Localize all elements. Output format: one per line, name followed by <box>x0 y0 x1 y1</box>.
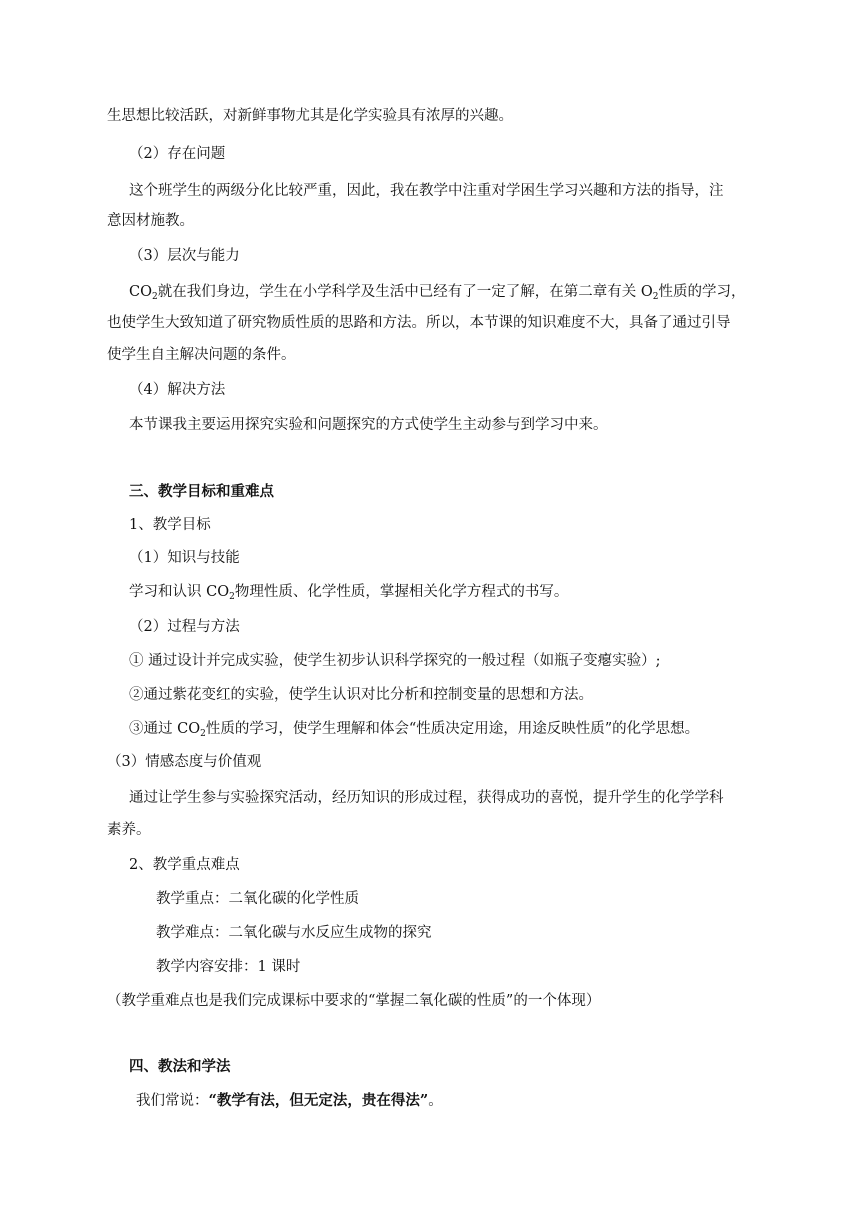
key-points-heading: 2、教学重点难点 <box>129 857 240 873</box>
section-title-methods: 四、教法和学法 <box>129 1058 231 1075</box>
ability-body-line-2: 也使学生大致知道了研究物质性质的思路和方法。所以，本节课的知识难度不大，具备了通过引导 <box>107 315 731 331</box>
problems-body-line-2: 意因材施教。 <box>107 213 194 229</box>
ability-body-line-3: 使学生自主解决问题的条件。 <box>107 347 296 363</box>
goal-process-heading: （2）过程与方法 <box>129 619 240 635</box>
ability-body-line-1: $CO_2$就在我们身边，学生在小学科学及生活中已经有了一定了解，在第二章有关 $O_2$性质的学习， <box>129 284 746 302</box>
methods-body: 我们常说：“教学有法，但无定法，贵在得法”。 <box>136 1092 443 1109</box>
goal-knowledge-body: 学习和认识 $CO_2$物理性质、化学性质，掌握相关化学方程式的书写。 <box>129 584 569 602</box>
subsection-heading-ability: （3）层次与能力 <box>129 248 240 264</box>
class-schedule: 教学内容安排：1 课时 <box>156 959 301 975</box>
goal-emotion-body-line-2: 素养。 <box>107 822 151 838</box>
section-title-goals: 三、教学目标和重难点 <box>129 483 274 500</box>
goal-process-item-2: ②通过紫花变红的实验，使学生认识对比分析和控制变量的思想和方法。 <box>129 687 593 703</box>
subsection-heading-solution: （4）解决方法 <box>129 382 226 398</box>
key-points-note: （教学重难点也是我们完成课标中要求的“掌握二氧化碳的性质”的一个体现） <box>107 993 601 1009</box>
paragraph-continuation: 生思想比较活跃，对新鲜事物尤其是化学实验具有浓厚的兴趣。 <box>107 108 513 124</box>
solution-body: 本节课我主要运用探究实验和问题探究的方式使学生主动参与到学习中来。 <box>129 417 608 433</box>
goal-emotion-heading: （3）情感态度与价值观 <box>107 754 262 770</box>
key-difficulty: 教学难点：二氧化碳与水反应生成物的探究 <box>156 925 432 941</box>
key-point: 教学重点：二氧化碳的化学性质 <box>156 891 359 907</box>
goal-emotion-body-line-1: 通过让学生参与实验探究活动，经历知识的形成过程，获得成功的喜悦，提升学生的化学学科 <box>129 790 724 806</box>
goal-process-item-1: ① 通过设计并完成实验，使学生初步认识科学探究的一般过程（如瓶子变瘪实验）; <box>129 653 661 669</box>
problems-body-line-1: 这个班学生的两级分化比较严重，因此，我在教学中注重对学困生学习兴趣和方法的指导，注 <box>129 183 724 199</box>
goals-heading: 1、教学目标 <box>129 517 211 533</box>
goal-process-item-3: ③通过 $CO_2$性质的学习，使学生理解和体会“性质决定用途，用途反映性质”的化学思想。 <box>129 721 700 739</box>
subsection-heading-problems: （2）存在问题 <box>129 146 226 162</box>
goal-knowledge-heading: （1）知识与技能 <box>129 550 240 566</box>
